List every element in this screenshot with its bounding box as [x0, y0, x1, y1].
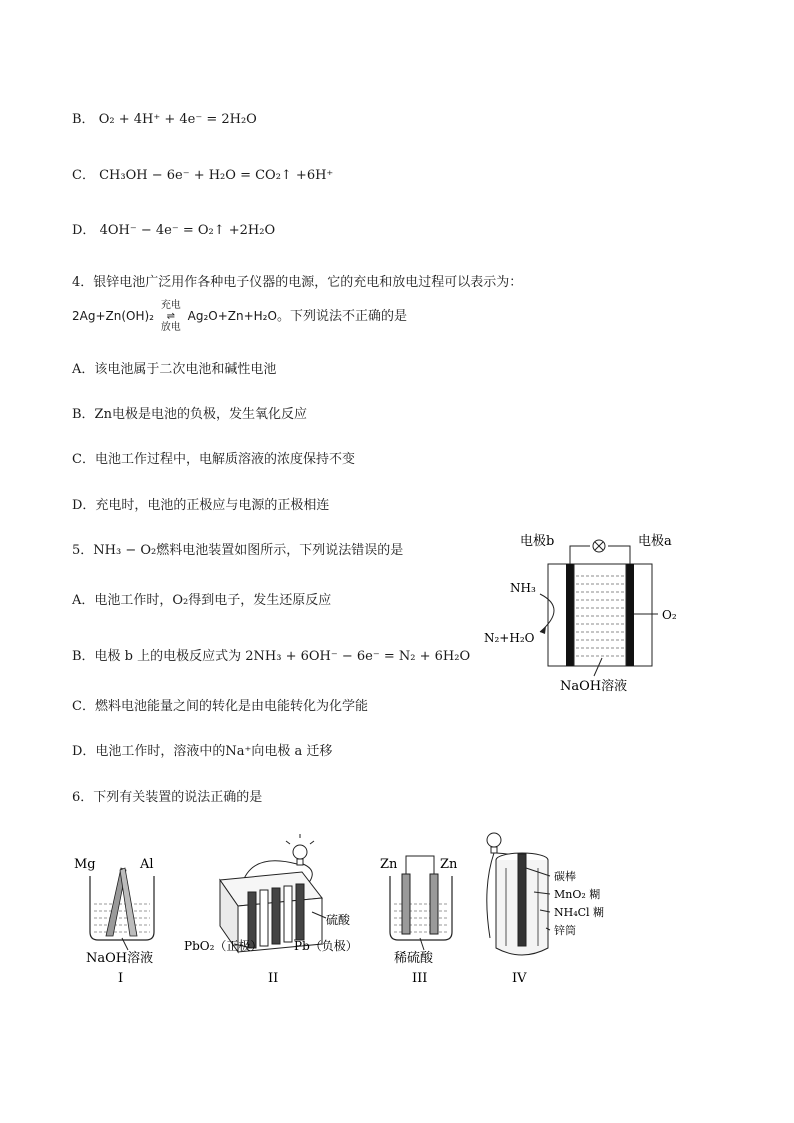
q5-option-d: D．电池工作时，溶液中的Na⁺向电极 a 迁移 — [72, 744, 333, 759]
label-zinc-can: 锌筒 — [554, 924, 576, 937]
label-electrode-a: 电极a — [638, 534, 672, 549]
q5-option-b: B．电极 b 上的电极反应式为 2NH₃ + 6OH⁻ − 6e⁻ = N₂ + 6H₂O — [72, 649, 471, 664]
equation: CH₃OH − 6e⁻ + H₂O = CO₂↑ +6H⁺ — [99, 168, 334, 183]
electrode-a — [626, 564, 634, 666]
figure-i-mg-al-cell — [66, 848, 178, 986]
q4-option-a: A．该电池属于二次电池和碱性电池 — [72, 362, 277, 377]
q4-equation — [72, 300, 407, 333]
beaker — [390, 876, 452, 940]
option-label: B． — [72, 112, 95, 127]
label-pb: Pb（负极） — [294, 939, 358, 953]
arrow-icon: ⇌ — [166, 311, 175, 322]
q4-option-c: C．电池工作过程中，电解质溶液的浓度保持不变 — [72, 452, 355, 467]
figure-iv-dry-cell — [474, 828, 614, 986]
arrow-top-label: 充电 — [160, 300, 181, 311]
bulb-icon — [286, 834, 314, 865]
label-solution: NaOH溶液 — [560, 679, 628, 694]
stem-tail: 。下列说法不正确的是 — [276, 309, 407, 324]
wire — [406, 856, 434, 874]
label-o2: O₂ — [662, 608, 677, 622]
reversible-arrow — [161, 300, 181, 333]
equation: O₂ + 4H⁺ + 4e⁻ = 2H₂O — [98, 112, 257, 127]
option-label: D． — [72, 223, 96, 238]
label-zn-right: Zn — [440, 857, 458, 872]
wire-right — [608, 546, 630, 564]
figure-number: I — [118, 971, 124, 986]
lamp-icon — [593, 540, 605, 552]
label-al: Al — [140, 857, 154, 872]
option-label: C． — [72, 168, 95, 183]
q5-option-c: C．燃料电池能量之间的转化是由电能转化为化学能 — [72, 699, 368, 714]
label-zn-left: Zn — [380, 857, 398, 872]
q5-option-a: A．电池工作时，O₂得到电子，发生还原反应 — [72, 593, 332, 608]
label-naoh: NaOH溶液 — [86, 951, 154, 966]
equation-left: 2Ag+Zn(OH)₂ — [72, 309, 154, 323]
q6-stem: 6．下列有关装置的说法正确的是 — [72, 790, 263, 805]
label-nh4cl-paste: NH₄Cl 糊 — [554, 906, 605, 919]
bulb-icon — [487, 833, 501, 853]
figure-ii-lead-acid-battery — [182, 832, 372, 986]
cell-container — [548, 564, 652, 666]
label-pbo2: PbO₂（正极） — [184, 939, 263, 953]
al-strip — [120, 868, 137, 936]
liquid-pattern — [94, 904, 150, 932]
label-electrode-b: 电极b — [520, 534, 555, 549]
label-mg: Mg — [74, 857, 96, 872]
electrode-b — [566, 564, 574, 666]
q5-stem: 5．NH₃ − O₂燃料电池装置如图所示，下列说法错误的是 — [72, 543, 404, 558]
fuel-cell-figure — [478, 528, 708, 698]
q3-option-d — [72, 219, 275, 238]
figure-iii-zn-zn-cell — [376, 848, 472, 986]
q4-option-b: B．Zn电极是电池的负极，发生氧化反应 — [72, 407, 307, 422]
equation: 4OH⁻ − 4e⁻ = O₂↑ +2H₂O — [99, 223, 276, 238]
figure-number: III — [412, 971, 428, 986]
label-acid: 硫酸 — [326, 913, 351, 927]
arrow-bottom-label: 放电 — [160, 322, 181, 333]
wire — [487, 853, 494, 938]
zn-strip-left — [402, 874, 410, 934]
label-dilute-h2so4: 稀硫酸 — [394, 951, 434, 966]
equation-right: Ag₂O+Zn+H₂O — [187, 309, 277, 323]
arrow-head-icon — [540, 626, 546, 634]
carbon-rod — [518, 854, 526, 946]
figure-number: IV — [512, 971, 527, 986]
label-carbon-rod: 碳棒 — [554, 870, 576, 883]
wire-left — [570, 546, 590, 564]
q3-option-b — [72, 108, 257, 127]
label-nh3: NH₃ — [510, 581, 536, 595]
label-n2-h2o: N₂+H₂O — [484, 631, 535, 645]
q3-option-c — [72, 164, 333, 183]
q4-stem: 4．银锌电池广泛用作各种电子仪器的电源，它的充电和放电过程可以表示为： — [72, 275, 523, 290]
label-mno2-paste: MnO₂ 糊 — [554, 888, 601, 901]
q4-option-d: D．充电时，电池的正极应与电源的正极相连 — [72, 498, 330, 513]
figure-number: II — [268, 971, 279, 986]
zn-strip-right — [430, 874, 438, 934]
